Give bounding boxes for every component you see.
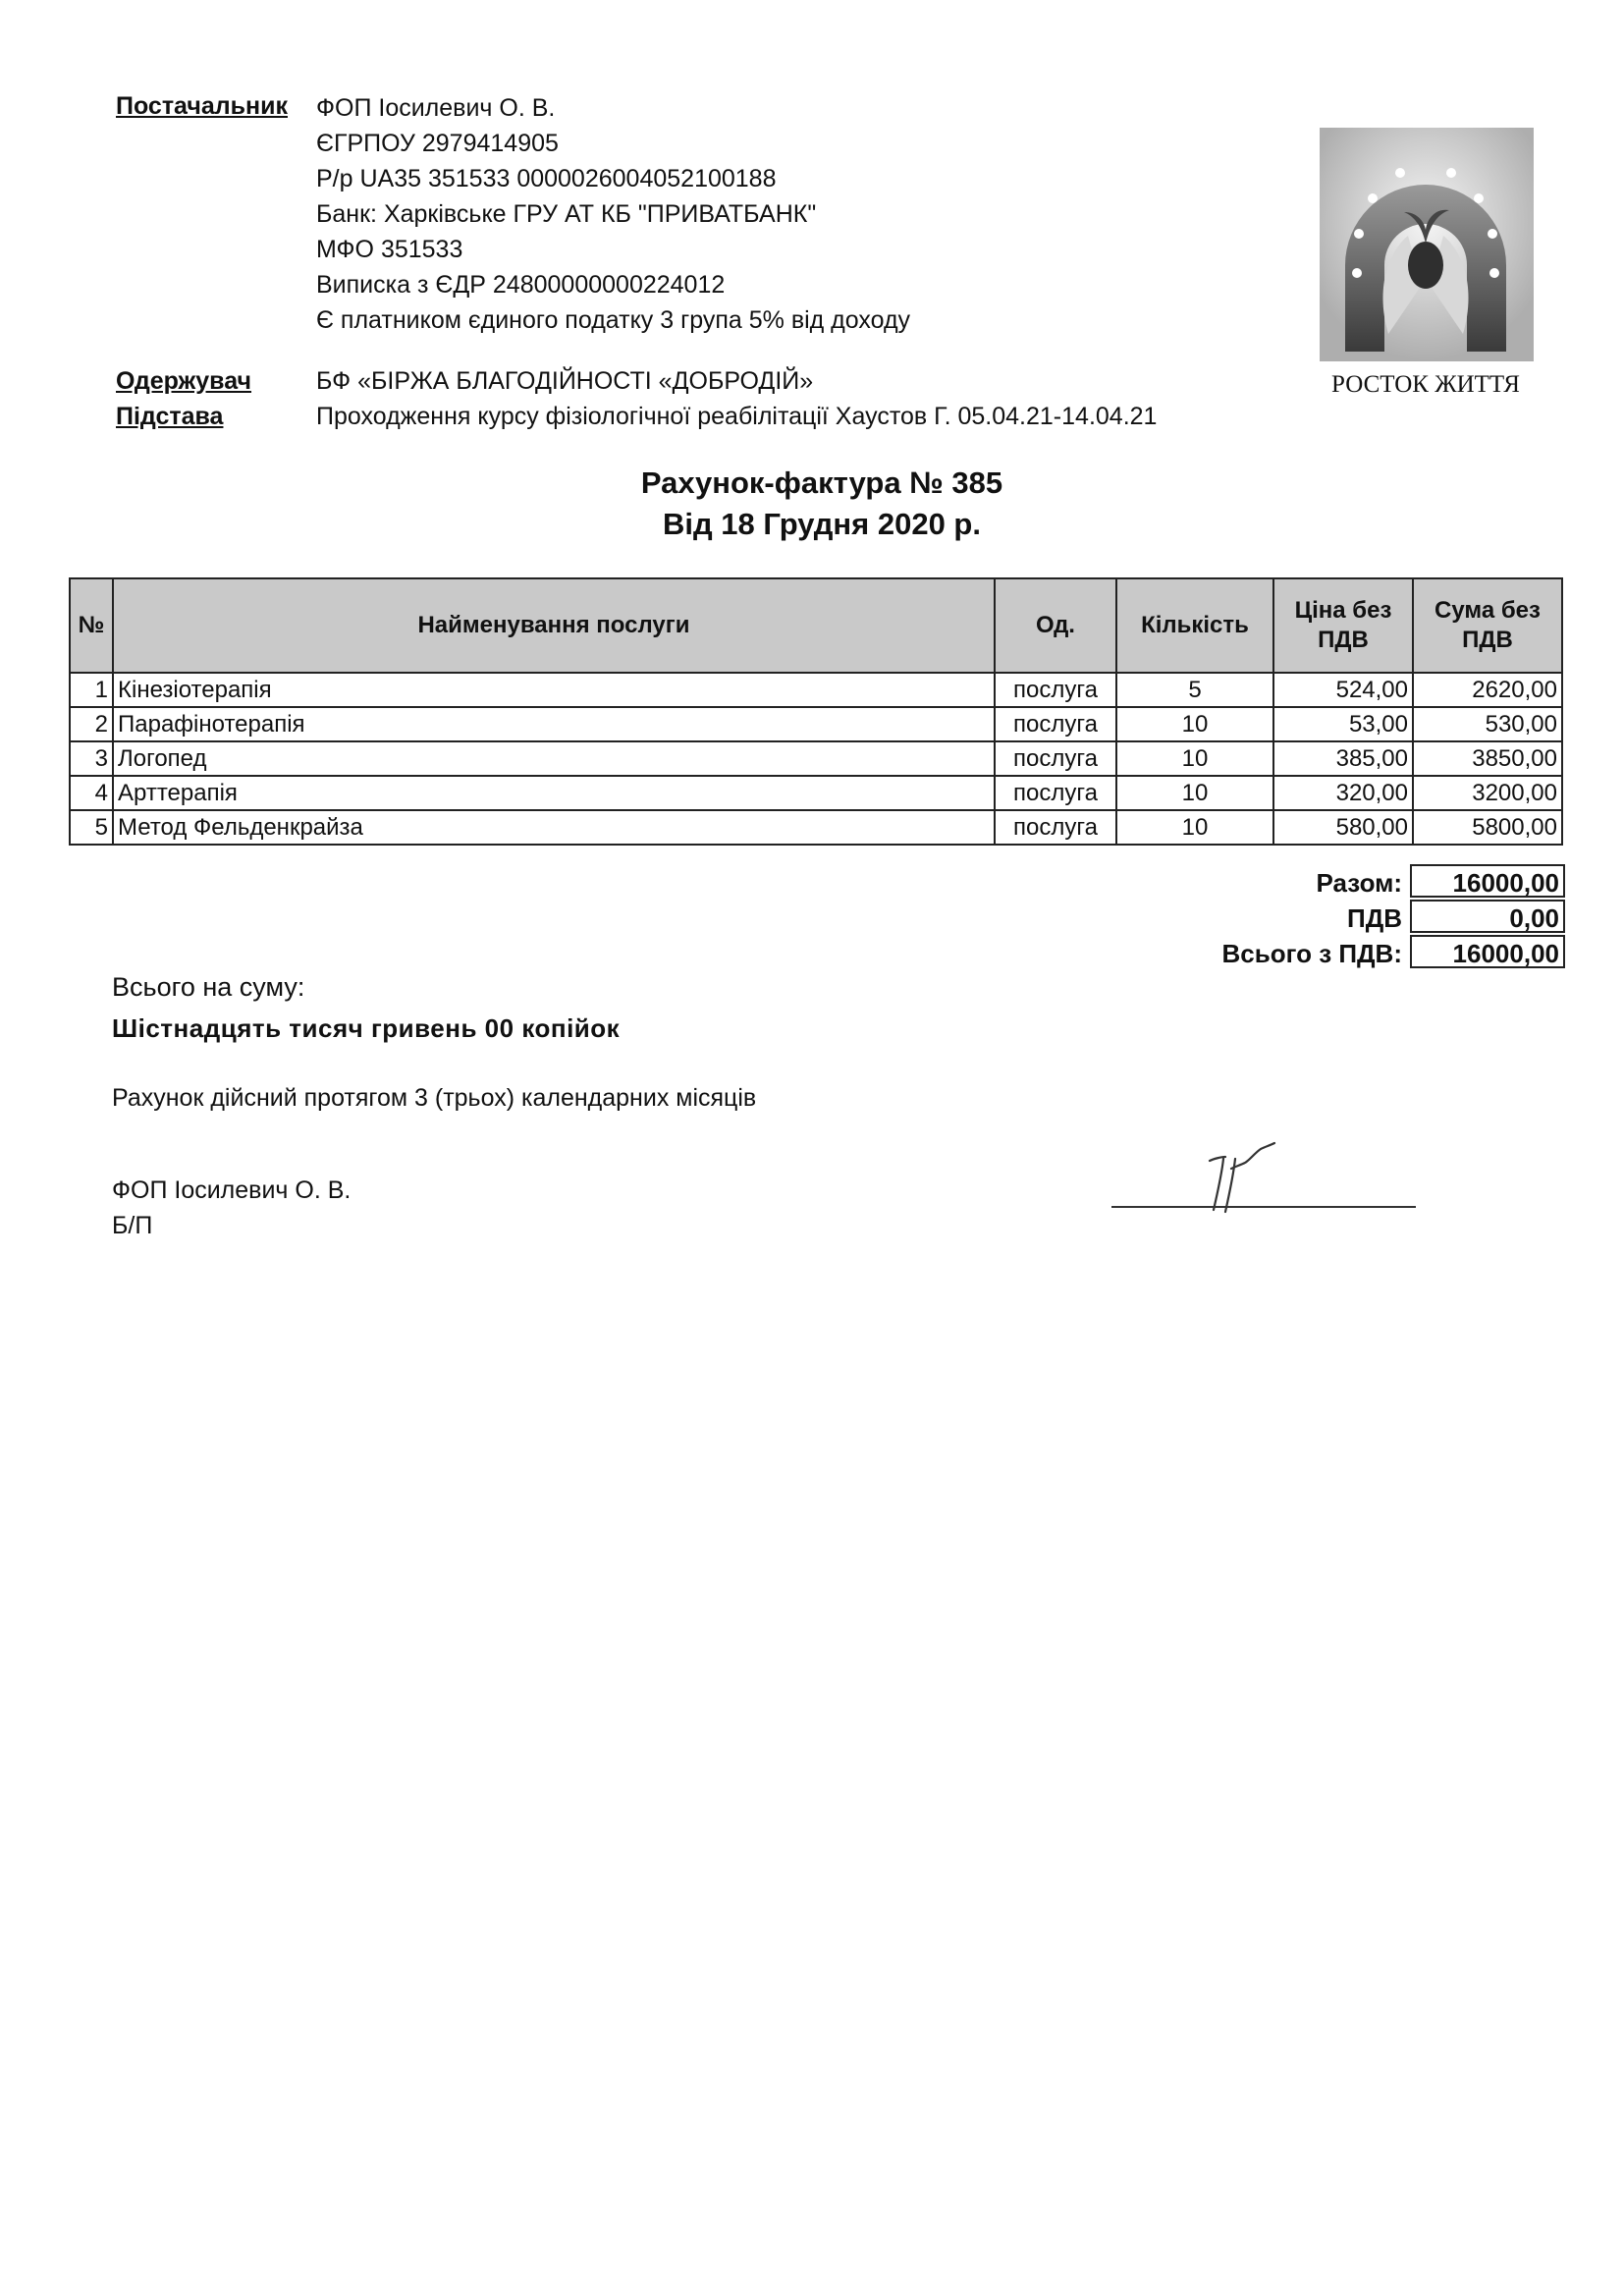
supplier-registry: Виписка з ЄДР 24800000000224012 — [316, 271, 726, 299]
row-service-name: Логопед — [113, 741, 995, 776]
row-sum: 530,00 — [1413, 707, 1562, 741]
row-quantity: 10 — [1116, 776, 1273, 810]
row-price: 580,00 — [1273, 810, 1413, 845]
table-header-row — [70, 578, 1562, 673]
supplier-bank: Банк: Харківське ГРУ АТ КБ "ПРИВАТБАНК" — [316, 200, 817, 228]
row-price: 53,00 — [1273, 707, 1413, 741]
col-header-price-line1: Ціна без — [1294, 597, 1392, 624]
col-header-service-name: Найменування послуги — [113, 578, 995, 673]
row-price: 320,00 — [1273, 776, 1413, 810]
table-row — [70, 810, 1562, 845]
row-number: 2 — [70, 707, 113, 741]
col-header-sum-line1: Сума без — [1435, 597, 1541, 624]
supplier-details — [316, 90, 910, 338]
validity-note: Рахунок дійсний протягом 3 (трьох) календарних місяців — [112, 1084, 757, 1112]
recipient-value: БФ «БІРЖА БЛАГОДІЙНОСТІ «ДОБРОДІЙ» — [316, 367, 814, 395]
signer-note: Б/П — [112, 1212, 153, 1239]
amount-label: Всього на суму: — [112, 972, 305, 1002]
supplier-tax-status: Є платником єдиного податку 3 група 5% від доходу — [316, 306, 911, 334]
row-unit: послуга — [995, 810, 1116, 845]
total-value: 16000,00 — [1410, 935, 1565, 968]
row-price: 385,00 — [1273, 741, 1413, 776]
row-quantity: 10 — [1116, 810, 1273, 845]
col-header-number: № — [70, 578, 113, 673]
row-sum: 5800,00 — [1413, 810, 1562, 845]
row-unit: послуга — [995, 707, 1116, 741]
row-sum: 2620,00 — [1413, 673, 1562, 707]
invoice-date: Від 18 Грудня 2020 р. — [662, 507, 981, 541]
row-quantity: 10 — [1116, 707, 1273, 741]
basis-value: Проходження курсу фізіологічної реабілітації Хаустов Г. 05.04.21-14.04.21 — [316, 403, 1158, 430]
col-header-sum-line2: ПДВ — [1462, 627, 1513, 653]
organization-logo — [1298, 118, 1553, 363]
col-header-price — [1273, 578, 1413, 673]
signer-name: ФОП Іосилевич О. В. — [112, 1176, 352, 1204]
recipient-label: Одержувач — [116, 367, 252, 395]
supplier-name: ФОП Іосилевич О. В. — [316, 94, 556, 122]
row-service-name: Кінезіотерапія — [113, 673, 995, 707]
col-header-sum — [1413, 578, 1562, 673]
row-number: 4 — [70, 776, 113, 810]
supplier-edrpou: ЄГРПОУ 2979414905 — [316, 130, 559, 157]
row-unit: послуга — [995, 776, 1116, 810]
basis-label: Підстава — [116, 403, 224, 430]
supplier-account: Р/р UA35 351533 0000026004052100188 — [316, 165, 777, 192]
row-number: 3 — [70, 741, 113, 776]
supplier-label: Постачальник — [116, 92, 288, 120]
col-header-price-line2: ПДВ — [1318, 627, 1369, 653]
row-quantity: 5 — [1116, 673, 1273, 707]
row-service-name: Метод Фельденкрайза — [113, 810, 995, 845]
table-row — [70, 707, 1562, 741]
row-sum: 3850,00 — [1413, 741, 1562, 776]
row-price: 524,00 — [1273, 673, 1413, 707]
vat-value: 0,00 — [1410, 900, 1565, 933]
amount-in-words: Шістнадцять тисяч гривень 00 копійок — [112, 1013, 621, 1043]
handwritten-signature-icon — [1196, 1139, 1314, 1218]
invoice-title: Рахунок-фактура № 385 — [640, 465, 1003, 500]
col-header-unit: Од. — [995, 578, 1116, 673]
row-sum: 3200,00 — [1413, 776, 1562, 810]
row-number: 5 — [70, 810, 113, 845]
subtotal-value: 16000,00 — [1410, 864, 1565, 898]
row-quantity: 10 — [1116, 741, 1273, 776]
supplier-mfo: МФО 351533 — [316, 236, 463, 263]
table-row — [70, 741, 1562, 776]
subtotal-label: Разом: — [1316, 868, 1402, 898]
row-number: 1 — [70, 673, 113, 707]
row-service-name: Арттерапія — [113, 776, 995, 810]
table-row — [70, 776, 1562, 810]
row-unit: послуга — [995, 741, 1116, 776]
horseshoe-hands-sprout-logo-icon — [1298, 118, 1553, 363]
logo-caption: РОСТОК ЖИТТЯ — [1331, 371, 1520, 398]
row-unit: послуга — [995, 673, 1116, 707]
row-service-name: Парафінотерапія — [113, 707, 995, 741]
vat-label: ПДВ — [1347, 903, 1402, 933]
services-table — [69, 577, 1563, 846]
table-row — [70, 673, 1562, 707]
total-label: Всього з ПДВ: — [1221, 939, 1402, 968]
col-header-quantity: Кількість — [1116, 578, 1273, 673]
